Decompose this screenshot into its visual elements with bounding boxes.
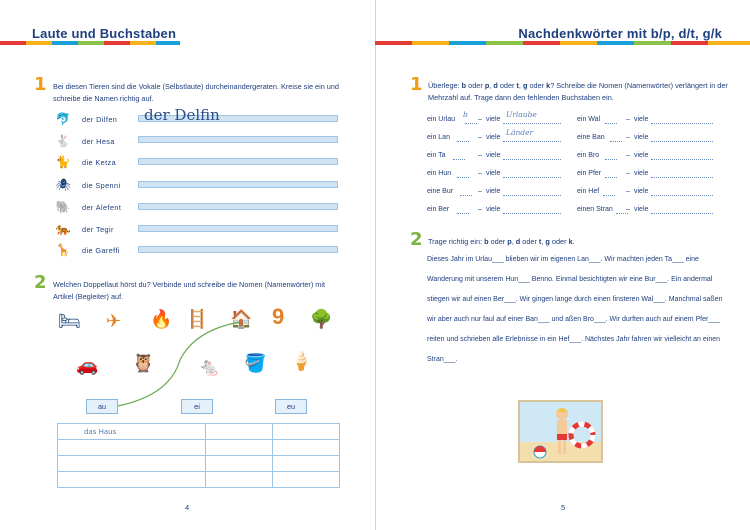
plural-label: viele (634, 152, 649, 159)
table-cell-example[interactable]: das Haus (58, 424, 206, 440)
scrambled-word: die Spenni (82, 180, 121, 190)
plural-answer-line[interactable] (651, 123, 713, 124)
plural-label: viele (486, 134, 501, 141)
exercise-4-instruction: Trage richtig ein: b oder p, d oder t, g oder k. (428, 237, 575, 246)
exercise-3-instruction: Überlege: b oder p, d oder t, g oder k? Schreibe die Nomen (Namenwörter) verlängert in der Mehrzahl auf. Trage dann den fehlenden Buchstaben ein. (428, 81, 728, 102)
diphthong-box-ei[interactable]: ei (181, 399, 213, 414)
right-color-stripe (375, 41, 750, 45)
table-cell[interactable] (205, 424, 272, 440)
elephant-icon: 🐘 (55, 200, 71, 214)
letter-blank[interactable] (460, 195, 472, 196)
scrambled-word: der Dilfen (82, 114, 118, 124)
plural-word-left: ein Ber (427, 206, 450, 213)
ice-cream-icon: 🍦 (290, 351, 313, 371)
plural-word-left: ein Urlau (427, 116, 456, 123)
plural-word-right: ein Hef (577, 188, 600, 195)
plural-answer-line[interactable] (503, 195, 561, 196)
left-page-title: Laute und Buchstaben (32, 26, 177, 41)
spider-icon: 🕷 (55, 178, 71, 192)
cat-icon: 🐈 (55, 155, 71, 169)
plural-label: viele (634, 116, 649, 123)
letter-blank[interactable] (610, 141, 622, 142)
plural-word-left: ein Hun (427, 170, 452, 177)
plural-word-left: ein Lan (427, 134, 450, 141)
plural-word-right: einen Stran (577, 206, 613, 213)
plural-label: viele (486, 170, 501, 177)
owl-icon: 🦉 (132, 353, 155, 373)
plural-word-right: ein Pfer (577, 170, 602, 177)
dash: – (626, 152, 630, 159)
table-cell[interactable] (205, 440, 272, 456)
diphthong-box-eu[interactable]: eu (275, 399, 307, 414)
exercise-3-number: 1 (410, 74, 423, 95)
fire-icon: 🔥 (150, 309, 173, 329)
example-answer-handwriting: der Delfin (144, 106, 220, 124)
letter-blank[interactable] (453, 159, 465, 160)
plural-label: viele (634, 206, 649, 213)
airplane-icon: ✈ (106, 311, 122, 331)
dash: – (478, 206, 482, 213)
table-cell[interactable] (272, 424, 339, 440)
dash: – (478, 116, 482, 123)
dash: – (626, 206, 630, 213)
letter-blank[interactable] (605, 123, 617, 124)
plural-answer-handwriting: Länder (506, 128, 534, 137)
letter-blank[interactable] (457, 177, 469, 178)
beach-boy-illustration (518, 400, 603, 463)
plural-answer-line[interactable] (503, 123, 561, 124)
plural-answer-line[interactable] (503, 141, 561, 142)
tiger-icon: 🐅 (55, 222, 71, 236)
exercise-2-number: 2 (34, 272, 47, 293)
scrambled-word: der Alefent (82, 202, 122, 212)
plural-label: viele (634, 134, 649, 141)
dash: – (626, 188, 630, 195)
plural-word-right: ein Bro (577, 152, 600, 159)
table-cell[interactable] (205, 472, 272, 488)
plural-word-right: eine Ban (577, 134, 605, 141)
giraffe-icon: 🦒 (55, 243, 71, 257)
exercise-1-number: 1 (34, 74, 47, 95)
plural-word-left: ein Ta (427, 152, 446, 159)
plural-label: viele (486, 116, 501, 123)
scrambled-word: die Gareffi (82, 245, 120, 255)
tree-icon: 🌳 (310, 309, 333, 329)
dash: – (626, 116, 630, 123)
plural-label: viele (634, 188, 649, 195)
car-icon: 🚗 (76, 355, 99, 375)
letter-blank[interactable] (465, 123, 477, 124)
plural-answer-line[interactable] (503, 213, 561, 214)
letter-blank[interactable] (605, 177, 617, 178)
table-cell[interactable] (272, 456, 339, 472)
dash: – (478, 152, 482, 159)
table-cell[interactable] (58, 472, 206, 488)
letter-blank[interactable] (605, 159, 617, 160)
house-icon: 🏠 (230, 309, 253, 329)
dash: – (478, 170, 482, 177)
plural-answer-handwriting: Urlaube (506, 110, 537, 119)
pillow-icon: 🛏 (58, 311, 81, 331)
dash: – (478, 188, 482, 195)
nine-icon: 9 (272, 304, 285, 329)
exercise-1-instruction: Bei diesen Tieren sind die Vokale (Selbstlaute) durcheinandergeraten. Kreise sie ein und schreibe die Namen richtig auf. (53, 82, 339, 103)
table-cell[interactable] (205, 456, 272, 472)
plural-answer-line[interactable] (651, 195, 713, 196)
dash: – (626, 134, 630, 141)
plural-answer-line[interactable] (651, 141, 713, 142)
letter-blank[interactable] (603, 195, 615, 196)
plural-label: viele (486, 188, 501, 195)
ladder-icon: 🪜 (186, 309, 209, 329)
dash: – (478, 134, 482, 141)
hare-icon: 🐇 (55, 134, 71, 148)
exercise-2-instruction: Welchen Doppellaut hörst du? Verbinde und schreibe die Nomen (Namenwörter) mit Artikel (Begleiter) auf. (53, 280, 326, 301)
plural-answer-line[interactable] (503, 177, 561, 178)
right-page-title: Nachdenkwörter mit b/p, d/t, g/k (518, 26, 722, 41)
plural-word-left: eine Bur (427, 188, 454, 195)
letter-blank[interactable] (457, 141, 469, 142)
mouse-icon: 🐁 (198, 357, 221, 377)
plural-answer-line[interactable] (651, 177, 713, 178)
exercise-4-number: 2 (410, 229, 423, 250)
plural-answer-line[interactable] (503, 159, 561, 160)
plural-label: viele (486, 206, 501, 213)
table-cell[interactable] (58, 440, 206, 456)
table-cell[interactable] (272, 472, 339, 488)
table-cell[interactable] (58, 456, 206, 472)
diphthong-box-au[interactable]: au (86, 399, 118, 414)
page-number-left: 4 (185, 503, 190, 512)
dolphin-icon: 🐬 (55, 112, 71, 126)
dash: – (626, 170, 630, 177)
bucket-icon: 🪣 (244, 353, 267, 373)
plural-answer-line[interactable] (651, 159, 713, 160)
letter-blank[interactable] (457, 213, 469, 214)
page-number-right: 5 (561, 503, 566, 512)
plural-label: viele (486, 152, 501, 159)
plural-word-right: ein Wal (577, 116, 601, 123)
scrambled-word: der Tegir (82, 224, 114, 234)
scrambled-word: die Ketza (82, 157, 117, 167)
filled-letter-handwriting: b (463, 110, 468, 119)
story-text: Dieses Jahr im Urlau___ blieben wir im eigenen Lan___. Wir machten jeden Ta___ eine Wanderung mit unserem Hun___ Benno. Einmal besichtigten wir eine Bur___. Ein andermal stiegen wir auf einen Ber___. Wir gingen lange durch einen finsteren Wal___. Manchmal saßen wir aber auch nur faul auf einer Ban___ und aßen Bro___. Wir durften auch auf einem Pfer___ reiten und schrieben alle Erlebnisse in ein Hef___. Nächstes Jahr fahren wir vielleicht an einen Stran___. (427, 256, 723, 363)
plural-label: viele (634, 170, 649, 177)
answer-table (57, 423, 340, 488)
table-cell[interactable] (272, 440, 339, 456)
plural-answer-line[interactable] (651, 213, 713, 214)
scrambled-word: der Hesa (82, 136, 115, 146)
